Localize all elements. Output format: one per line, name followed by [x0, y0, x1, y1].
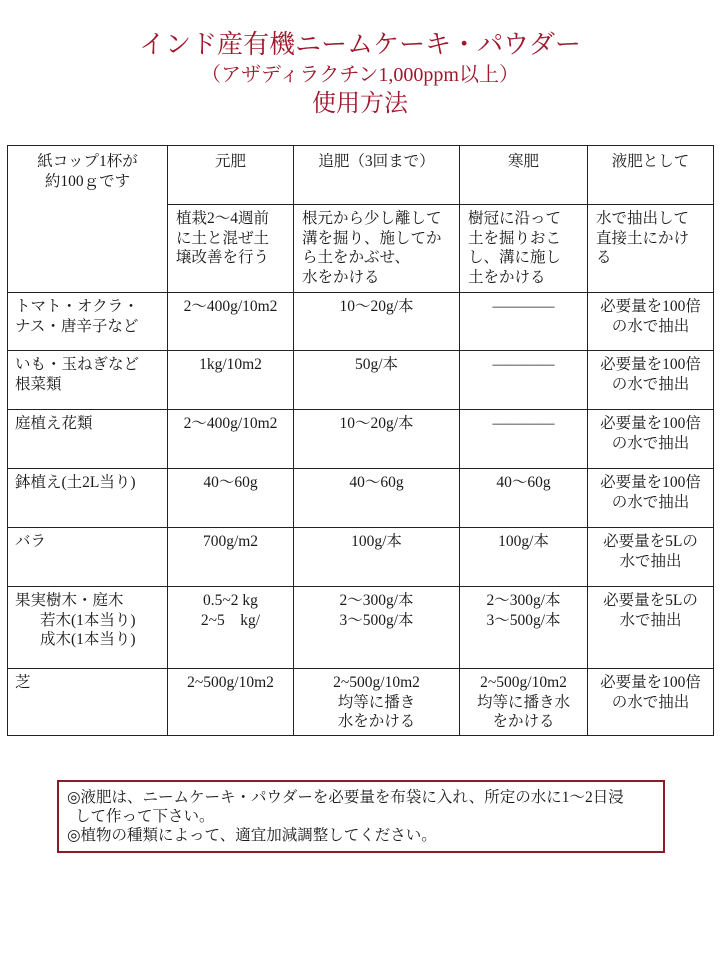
- plant-line: 果実樹木・庭木: [15, 592, 124, 609]
- column-header-label: 元肥: [214, 153, 246, 170]
- description-line: 直接土にかけ: [596, 229, 690, 247]
- cell-line: 必要量を5Lの: [603, 592, 698, 609]
- document-title: インド産有機ニームケーキ・パウダー: [139, 30, 581, 59]
- column-header-row: [8, 146, 714, 205]
- top-dressing-cell: [294, 293, 460, 351]
- cell-line: 均等に播き: [337, 693, 416, 711]
- liquid-fertilizer-cell: [588, 669, 714, 736]
- cell-line: 水をかける: [337, 713, 416, 730]
- not-applicable-dash: ――――: [492, 356, 555, 373]
- cell-line: 2~5 kg/: [200, 611, 261, 629]
- base-fertilizer-cell: [168, 469, 294, 528]
- cell-line: 水で抽出: [619, 552, 682, 570]
- cell-line: 必要量を100倍: [600, 474, 701, 491]
- winter-fertilizer-cell: [460, 469, 588, 528]
- plant-cell: [8, 351, 168, 410]
- base-fertilizer-cell: [168, 410, 294, 469]
- plant-subline: 若木(1本当り): [40, 611, 136, 629]
- cell-line: 2～400g/10m2: [183, 298, 278, 315]
- description-line: 水で抽出して: [596, 210, 690, 227]
- cell-line: の水で抽出: [611, 434, 690, 452]
- cell-line: 10～20g/本: [339, 415, 414, 432]
- plant-line: 庭植え花類: [15, 415, 93, 432]
- cell-line: の水で抽出: [611, 493, 690, 511]
- description-line: 溝を掘り、施してか: [302, 229, 442, 247]
- plant-cell: [8, 528, 168, 587]
- base-fertilizer-cell: [168, 351, 294, 410]
- description-line: 水をかける: [302, 268, 380, 286]
- corner-note-line: 約100ｇです: [44, 172, 131, 190]
- winter-fertilizer-cell: [460, 410, 588, 469]
- document-heading: 使用方法: [312, 91, 408, 117]
- liquid-fertilizer-cell: [588, 351, 714, 410]
- cell-line: 2～300g/本: [486, 592, 561, 609]
- table-row: [8, 351, 714, 410]
- base-fertilizer-cell: [168, 587, 294, 669]
- description-line: に土と混ぜ土: [176, 229, 270, 247]
- liquid-fertilizer-cell: [588, 410, 714, 469]
- description-line: 壌改善を行う: [176, 249, 270, 266]
- top-dressing-cell: [294, 587, 460, 669]
- cell-line: 2~500g/10m2: [480, 674, 567, 691]
- table-row: [8, 669, 714, 736]
- cell-line: 700g/m2: [202, 533, 259, 550]
- cell-line: 2~500g/10m2: [187, 674, 274, 691]
- note-box: [57, 780, 665, 853]
- corner-note-line: 紙コップ1杯が: [37, 153, 138, 170]
- top-dressing-cell: [294, 669, 460, 736]
- cell-line: 40～60g: [203, 474, 258, 491]
- method-description-liquid-fertilizer: [588, 205, 714, 293]
- description-line: し、溝に施し: [468, 249, 562, 266]
- plant-line: ナス・唐辛子など: [15, 317, 139, 335]
- plant-cell: [8, 669, 168, 736]
- table-row: [8, 293, 714, 351]
- cell-line: 2～400g/10m2: [183, 415, 278, 432]
- plant-cell: [8, 469, 168, 528]
- top-dressing-cell: [294, 351, 460, 410]
- cell-line: 50g/本: [354, 356, 399, 373]
- description-line: 土を掘りおこ: [468, 229, 562, 247]
- plant-cell: [8, 293, 168, 351]
- column-header-winter-fertilizer: [460, 146, 588, 205]
- table-row: [8, 528, 714, 587]
- cell-line: 必要量を5Lの: [603, 533, 698, 550]
- cell-line: 水で抽出: [619, 611, 682, 629]
- cell-line: 0.5~2 kg: [203, 592, 258, 609]
- cell-line: 40～60g: [496, 474, 551, 491]
- method-description-top-dressing: [294, 205, 460, 293]
- cell-line: 40～60g: [349, 474, 404, 491]
- column-header-liquid-fertilizer: [588, 146, 714, 205]
- not-applicable-dash: ――――: [492, 298, 555, 315]
- cell-line: 100g/本: [498, 533, 549, 550]
- column-header-label: 液肥として: [611, 153, 690, 170]
- cell-line: 10～20g/本: [339, 298, 414, 315]
- top-dressing-cell: [294, 410, 460, 469]
- cell-line: 均等に播き水: [476, 693, 570, 711]
- cell-line: 2～300g/本: [339, 592, 414, 609]
- top-dressing-cell: [294, 528, 460, 587]
- plant-line: 芝: [15, 674, 31, 691]
- plant-line: バラ: [15, 533, 47, 550]
- cell-line: 3～500g/本: [339, 611, 414, 629]
- description-line: 土をかける: [468, 268, 546, 286]
- note-line: ◎液肥は、ニームケーキ・パウダーを必要量を布袋に入れ、所定の水に1～2日浸: [67, 789, 624, 806]
- description-line: 植栽2～4週前: [176, 210, 270, 227]
- cell-line: の水で抽出: [611, 693, 690, 711]
- winter-fertilizer-cell: [460, 528, 588, 587]
- cell-line: をかける: [492, 713, 555, 730]
- description-line: る: [596, 249, 612, 266]
- table-row: [8, 410, 714, 469]
- winter-fertilizer-cell: [460, 351, 588, 410]
- description-line: 根元から少し離して: [302, 210, 442, 227]
- method-description-base-fertilizer: [168, 205, 294, 293]
- plant-line: 根菜類: [15, 375, 62, 393]
- cell-line: 1kg/10m2: [199, 356, 262, 373]
- description-line: 樹冠に沿って: [468, 210, 562, 227]
- document-subtitle: （アザディラクチン1,000ppm以上）: [201, 64, 519, 86]
- column-header-label: 追肥（3回まで）: [318, 153, 435, 170]
- plant-line: トマト・オクラ・: [15, 298, 139, 315]
- liquid-fertilizer-cell: [588, 528, 714, 587]
- winter-fertilizer-cell: [460, 669, 588, 736]
- note-line-continuation: して作って下さい。: [75, 808, 215, 825]
- plant-line: いも・玉ねぎなど: [15, 356, 140, 373]
- plant-cell: [8, 410, 168, 469]
- cell-line: 必要量を100倍: [600, 674, 701, 691]
- plant-line: 鉢植え(土2L当り): [15, 474, 136, 491]
- note-line: ◎植物の種類によって、適宜加減調整してください。: [67, 827, 437, 844]
- base-fertilizer-cell: [168, 293, 294, 351]
- cell-line: 必要量を100倍: [600, 356, 701, 373]
- top-dressing-cell: [294, 469, 460, 528]
- liquid-fertilizer-cell: [588, 469, 714, 528]
- plant-cell: [8, 587, 168, 669]
- table-row: [8, 469, 714, 528]
- winter-fertilizer-cell: [460, 293, 588, 351]
- cell-line: 3～500g/本: [486, 611, 561, 629]
- column-header-top-dressing: [294, 146, 460, 205]
- cell-line: 必要量を100倍: [600, 415, 701, 432]
- cell-line: 必要量を100倍: [600, 298, 701, 315]
- winter-fertilizer-cell: [460, 587, 588, 669]
- method-description-winter-fertilizer: [460, 205, 588, 293]
- table-row: [8, 587, 714, 669]
- liquid-fertilizer-cell: [588, 587, 714, 669]
- usage-table: [7, 145, 714, 736]
- cell-line: の水で抽出: [611, 375, 690, 393]
- not-applicable-dash: ――――: [492, 415, 555, 432]
- cell-line: 100g/本: [351, 533, 402, 550]
- base-fertilizer-cell: [168, 669, 294, 736]
- column-header-label: 寒肥: [507, 153, 539, 170]
- plant-subline: 成木(1本当り): [40, 631, 136, 648]
- cell-line: の水で抽出: [611, 317, 690, 335]
- liquid-fertilizer-cell: [588, 293, 714, 351]
- table-corner-cell: [8, 146, 168, 293]
- description-line: ら土をかぶせ、: [302, 249, 411, 266]
- cell-line: 2~500g/10m2: [333, 674, 420, 691]
- base-fertilizer-cell: [168, 528, 294, 587]
- column-header-base-fertilizer: [168, 146, 294, 205]
